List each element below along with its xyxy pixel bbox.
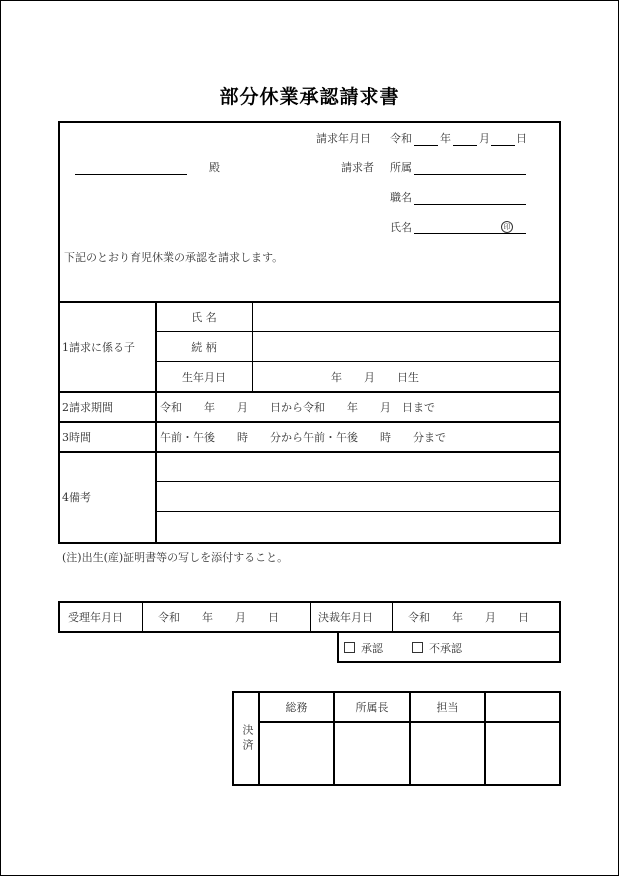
position-label: 職名 bbox=[390, 191, 412, 204]
name-field[interactable] bbox=[414, 233, 526, 234]
child-birth-label: 生年月日 bbox=[182, 371, 226, 384]
approval-side-label: 決済 bbox=[241, 724, 254, 754]
requester-label: 請求者 bbox=[341, 161, 374, 174]
period-label: 2請求期間 bbox=[62, 401, 113, 414]
child-section-label: 1請求に係る子 bbox=[62, 341, 135, 354]
request-date-year-field[interactable] bbox=[414, 145, 438, 146]
decided-date-label: 決裁年月日 bbox=[318, 611, 373, 624]
received-date-label: 受理年月日 bbox=[68, 611, 123, 624]
request-date-month-unit: 月 bbox=[479, 132, 490, 145]
receipt-divider bbox=[392, 602, 393, 632]
row-divider bbox=[156, 511, 560, 512]
affiliation-label: 所属 bbox=[390, 161, 412, 174]
name-label: 氏名 bbox=[390, 221, 412, 234]
seal-icon bbox=[501, 219, 513, 233]
approval-column-staff: 担当 bbox=[436, 701, 459, 714]
child-name-label: 氏 名 bbox=[191, 311, 217, 324]
request-date-month-field[interactable] bbox=[453, 145, 477, 146]
time-label: 3時間 bbox=[62, 431, 91, 444]
remarks-label: 4備考 bbox=[62, 491, 91, 504]
remarks-line-3[interactable] bbox=[157, 513, 559, 540]
period-value[interactable]: 令和 年 月 日から令和 年 月 日まで bbox=[160, 401, 435, 414]
request-date-label: 請求年月日 bbox=[316, 132, 371, 145]
row-divider bbox=[156, 361, 560, 362]
approve-label: 承認 bbox=[361, 642, 383, 655]
disapprove-option[interactable] bbox=[412, 640, 462, 656]
receipt-divider bbox=[310, 602, 311, 632]
request-date-day-field[interactable] bbox=[491, 145, 515, 146]
decided-date-value[interactable]: 令和 年 月 日 bbox=[408, 611, 529, 624]
row-divider bbox=[156, 481, 560, 482]
affiliation-field[interactable] bbox=[414, 174, 526, 175]
receipt-divider bbox=[142, 602, 143, 632]
time-value[interactable]: 午前・午後 時 分から午前・午後 時 分まで bbox=[160, 431, 446, 444]
addressee-suffix: 殿 bbox=[209, 161, 220, 174]
seal-glyph: 印 bbox=[501, 221, 513, 233]
stamp-cell-manager[interactable] bbox=[335, 723, 409, 784]
request-statement: 下記のとおり育児休業の承認を請求します。 bbox=[64, 251, 284, 264]
request-date-era: 令和 bbox=[390, 132, 412, 145]
disapprove-label: 不承認 bbox=[429, 642, 462, 655]
position-field[interactable] bbox=[414, 204, 526, 205]
received-date-value[interactable]: 令和 年 月 日 bbox=[158, 611, 279, 624]
request-date-day-unit: 日 bbox=[516, 132, 527, 145]
remarks-line-2[interactable] bbox=[157, 483, 559, 510]
approve-option[interactable] bbox=[344, 640, 383, 656]
request-header-box bbox=[58, 121, 561, 303]
child-relation-field[interactable] bbox=[253, 333, 559, 360]
child-relation-label: 続 柄 bbox=[191, 341, 217, 354]
remarks-line-1[interactable] bbox=[157, 453, 559, 480]
stamp-cell-staff[interactable] bbox=[411, 723, 484, 784]
disapprove-checkbox[interactable] bbox=[412, 642, 423, 653]
stamp-cell-blank[interactable] bbox=[486, 723, 559, 784]
child-name-field[interactable] bbox=[253, 303, 559, 330]
row-divider bbox=[59, 391, 560, 393]
addressee-field[interactable] bbox=[75, 174, 187, 175]
attachment-note: (注)出生(産)証明書等の写しを添付すること。 bbox=[62, 551, 289, 564]
approval-column-general: 総務 bbox=[285, 701, 308, 714]
request-date-year-unit: 年 bbox=[440, 132, 451, 145]
document-title: 部分休業承認請求書 bbox=[219, 86, 400, 108]
row-divider bbox=[156, 331, 560, 332]
stamp-cell-general[interactable] bbox=[260, 723, 333, 784]
child-birth-value[interactable]: 年 月 日生 bbox=[331, 371, 419, 384]
row-divider bbox=[59, 421, 560, 423]
approval-column-manager: 所属長 bbox=[355, 701, 389, 714]
approve-checkbox[interactable] bbox=[344, 642, 355, 653]
